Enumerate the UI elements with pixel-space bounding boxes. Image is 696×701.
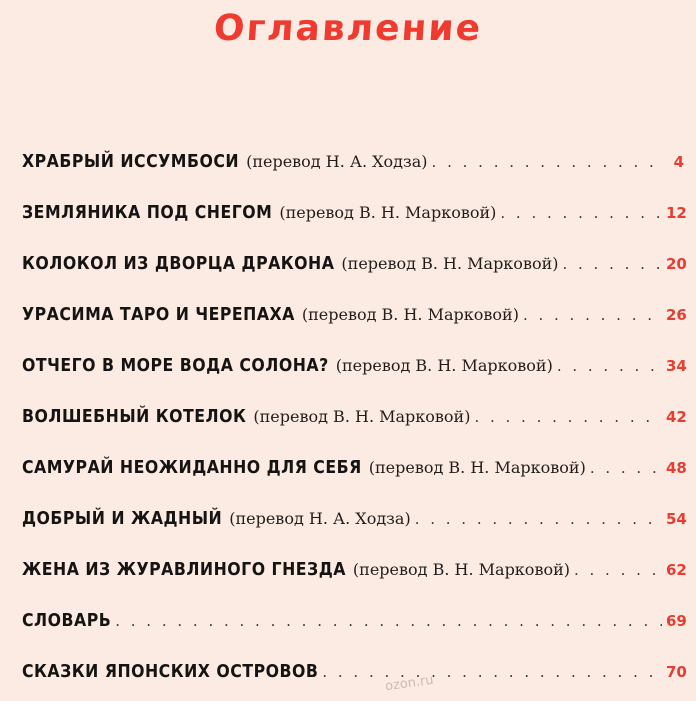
story-title: ДОБРЫЙ И ЖАДНЫЙ [22, 509, 223, 529]
dot-leader [590, 446, 662, 490]
page-number: 4 [673, 153, 684, 171]
toc-entry[interactable] [22, 191, 687, 242]
story-title: ЗЕМЛЯНИКА ПОД СНЕГОМ [22, 203, 273, 223]
translator-note: (перевод В. Н. Марковой) [279, 203, 497, 222]
translator-note: (перевод В. Н. Марковой) [341, 254, 559, 273]
dot-leader [432, 140, 662, 184]
toc-entry[interactable] [22, 497, 687, 548]
dot-leader [322, 650, 662, 694]
story-title: ЖЕНА ИЗ ЖУРАВЛИНОГО ГНЕЗДА [22, 560, 346, 580]
translator-note: (перевод В. Н. Марковой) [335, 356, 553, 375]
story-title: САМУРАЙ НЕОЖИДАННО ДЛЯ СЕБЯ [22, 458, 362, 478]
story-title: УРАСИМА ТАРО И ЧЕРЕПАХА [22, 305, 295, 325]
dot-leader [523, 293, 662, 337]
dot-leader [415, 497, 662, 541]
dot-leader [574, 548, 662, 592]
page-number: 48 [666, 459, 687, 477]
toc-entry[interactable] [22, 650, 687, 701]
page-number: 12 [666, 204, 687, 222]
toc-entry[interactable] [22, 293, 687, 344]
dot-leader [500, 191, 662, 235]
toc-entry[interactable] [22, 140, 684, 191]
dot-leader [115, 599, 662, 643]
page-number: 70 [666, 663, 687, 681]
page-number: 62 [666, 561, 687, 579]
toc-entry[interactable] [22, 548, 687, 599]
dot-leader [562, 242, 662, 286]
dot-leader [474, 395, 662, 439]
page-number: 54 [666, 510, 687, 528]
page-number: 34 [666, 357, 687, 375]
translator-note: (перевод В. Н. Марковой) [253, 407, 471, 426]
toc-entry[interactable] [22, 599, 687, 650]
translator-note: (перевод В. Н. Марковой) [301, 305, 519, 324]
translator-note: (перевод В. Н. Марковой) [352, 560, 570, 579]
story-title: ОТЧЕГО В МОРЕ ВОДА СОЛОНА? [22, 356, 329, 376]
page-number: 26 [666, 306, 687, 324]
story-title: КОЛОКОЛ ИЗ ДВОРЦА ДРАКОНА [22, 254, 335, 274]
toc-entry[interactable] [22, 395, 687, 446]
translator-note: (перевод Н. А. Ходза) [246, 152, 428, 171]
toc-entry[interactable] [22, 344, 687, 395]
page-title: Оглавление [212, 8, 484, 49]
table-of-contents [22, 140, 687, 701]
page-number: 69 [666, 612, 687, 630]
story-title: СЛОВАРЬ [22, 611, 112, 631]
story-title: ХРАБРЫЙ ИССУМБОСИ [22, 152, 240, 172]
watermark: ozon.ru [384, 672, 435, 695]
toc-entry[interactable] [22, 446, 687, 497]
story-title: СКАЗКИ ЯПОНСКИХ ОСТРОВОВ [22, 662, 319, 682]
toc-entry[interactable] [22, 242, 687, 293]
page-number: 42 [666, 408, 687, 426]
dot-leader [557, 344, 662, 388]
story-title: ВОЛШЕБНЫЙ КОТЕЛОК [22, 407, 247, 427]
translator-note: (перевод Н. А. Ходза) [229, 509, 411, 528]
translator-note: (перевод В. Н. Марковой) [368, 458, 586, 477]
page-number: 20 [666, 255, 687, 273]
